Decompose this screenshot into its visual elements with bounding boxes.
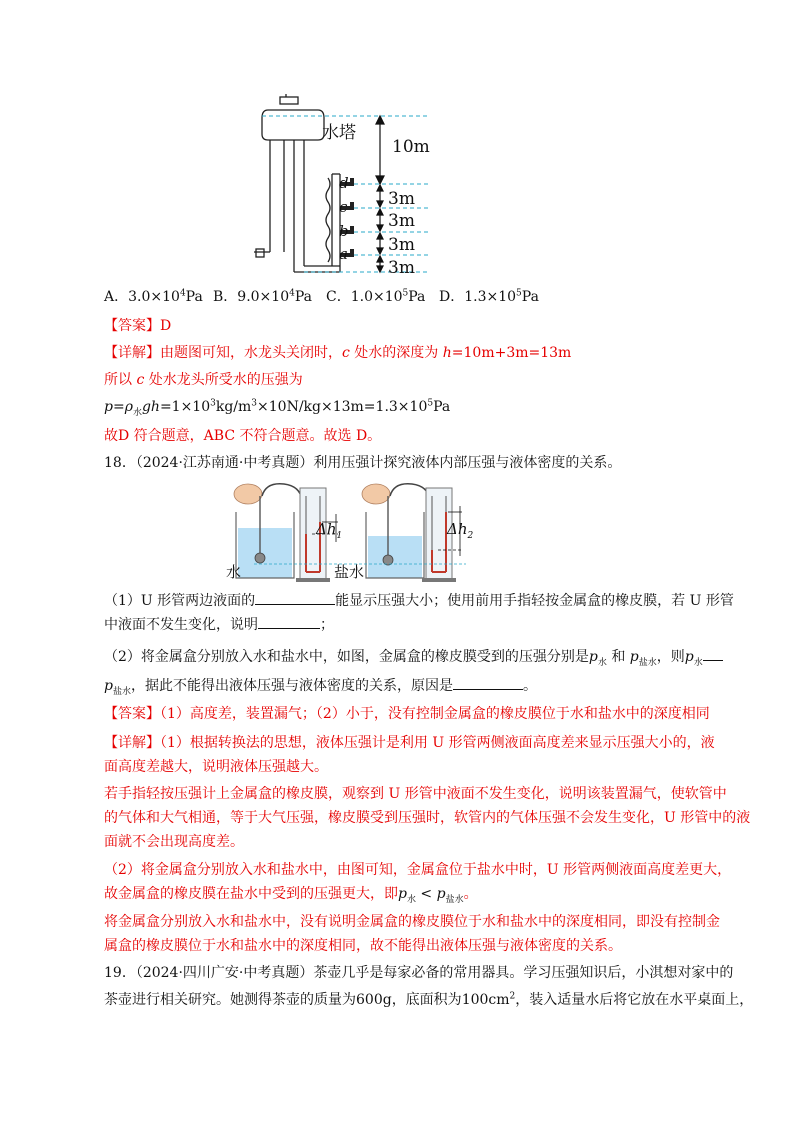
option-d[interactable]: D．$1.3\times 10^5Pa$ (439, 288, 539, 305)
q18-detail-8: 将金属盒分别放入水和盐水中，没有说明金属盒的橡皮膜位于水和盐水中的深度相同，即没有控制金 (104, 914, 720, 930)
blank-3[interactable] (703, 646, 723, 661)
q18-part1-line1: （1）U 形管两边液面的 能显示压强大小；使用前用手指轻按金属盒的橡皮膜，若 U 形管 (104, 590, 734, 611)
option-a[interactable]: A．$3.0\times 10^4Pa$ (104, 288, 203, 305)
q18-detail-5: 面就不会出现高度差。 (104, 834, 244, 850)
q18-detail-3: 若手指轻按压强计上金属盒的橡皮膜，观察到 U 形管中液面不发生变化，说明该装置漏气，使软管中 (104, 786, 727, 802)
dim-label-3: 3m (388, 235, 415, 255)
dh1-label: $\Delta h_1$ (316, 520, 343, 541)
blank-4[interactable] (453, 675, 523, 690)
option-b[interactable]: B．$9.0\times 10^4Pa$ (213, 288, 312, 305)
q17-detail-line2: 所以 c 处水龙头所受水的压强为 (104, 372, 303, 388)
q18-part2-line2: $p_{盐水}$，据此不能得出液体压强与液体密度的关系，原因是 。 (104, 675, 537, 696)
q17-detail-line1: 【详解】由题图可知，水龙头关闭时，c 处水的深度为 h=10m+3m=13m (104, 345, 572, 361)
tap-label-a: a (339, 245, 348, 263)
dim-top-label: 10m (392, 137, 430, 157)
q18-detail-6: （2）将金属盒分别放入水和盐水中，由图可知，金属盒位于盐水中时，U 形管两侧液面高度差更大， (104, 862, 732, 878)
q18-answer: 【答案】（1）高度差，装置漏气；（2）小于，没有控制金属盒的橡皮膜位于水和盐水中的深度相同 (104, 706, 710, 722)
dim-label-1: 3m (388, 189, 415, 209)
q18-detail-4: 的气体和大气相通，等于大气压强，橡皮膜受到压强时，软管内的气体压强不会发生变化，U 形管中的液 (104, 810, 751, 826)
blank-1[interactable] (255, 590, 335, 605)
q17-conclusion: 故D 符合题意，ABC 不符合题意。故选 D。 (104, 428, 382, 444)
tower-label: 水塔 (322, 123, 356, 143)
tap-label-c: c (339, 198, 348, 216)
dim-label-2: 3m (388, 211, 415, 231)
q18-part1-line2: 中液面不发生变化，说明 ； (104, 614, 334, 635)
q17-answer: 【答案】D (104, 318, 172, 334)
q18-detail-1: 【详解】（1）根据转换法的思想，液体压强计是利用 U 形管两侧液面高度差来显示压强大小的，液 (104, 735, 715, 751)
q18-detail-7: 故金属盒的橡皮膜在盐水中受到的压强更大，即$p_水 < p_{盐水}$。 (104, 886, 478, 905)
q18-part2-line1: （2）将金属盒分别放入水和盐水中，如图，金属盒的橡皮膜受到的压强分别是$p_水$ 和 $p_{盐水}$，则$p_水$ (104, 646, 723, 667)
q18-detail-2: 面高度差越大，说明液体压强越大。 (104, 759, 328, 775)
water-label: 水 (226, 563, 242, 581)
q17-formula: $p=\rho_水gh=1\times 10^3kg/m^3\times 10N/kg\times 13m=1.3\times 10^5Pa$ (104, 398, 451, 418)
q19-stem-2: 茶壶进行相关研究。她测得茶壶的质量为600g，底面积为$100cm^2$，装入适量水后将它放在水平桌面上， (104, 991, 754, 1008)
blank-2[interactable] (258, 614, 320, 629)
q19-stem-1: 19．（2024·四川广安·中考真题）茶壶几乎是每家必备的常用器具。学习压强知识后，小淇想对家中的 (104, 965, 734, 981)
q18-detail-9: 属盒的橡皮膜位于水和盐水中的深度相同，故不能得出液体压强与液体密度的关系。 (104, 938, 622, 954)
tap-label-d: d (339, 174, 349, 192)
dim-label-4: 3m (388, 258, 415, 278)
tap-label-b: b (339, 222, 349, 240)
dh2-label: $\Delta h_2$ (447, 520, 474, 541)
q18-stem: 18．（2024·江苏南通·中考真题）利用压强计探究液体内部压强与液体密度的关系。 (104, 455, 622, 471)
saltwater-label: 盐水 (334, 563, 365, 581)
option-c[interactable]: C．$1.0\times 10^5Pa$ (326, 288, 426, 305)
